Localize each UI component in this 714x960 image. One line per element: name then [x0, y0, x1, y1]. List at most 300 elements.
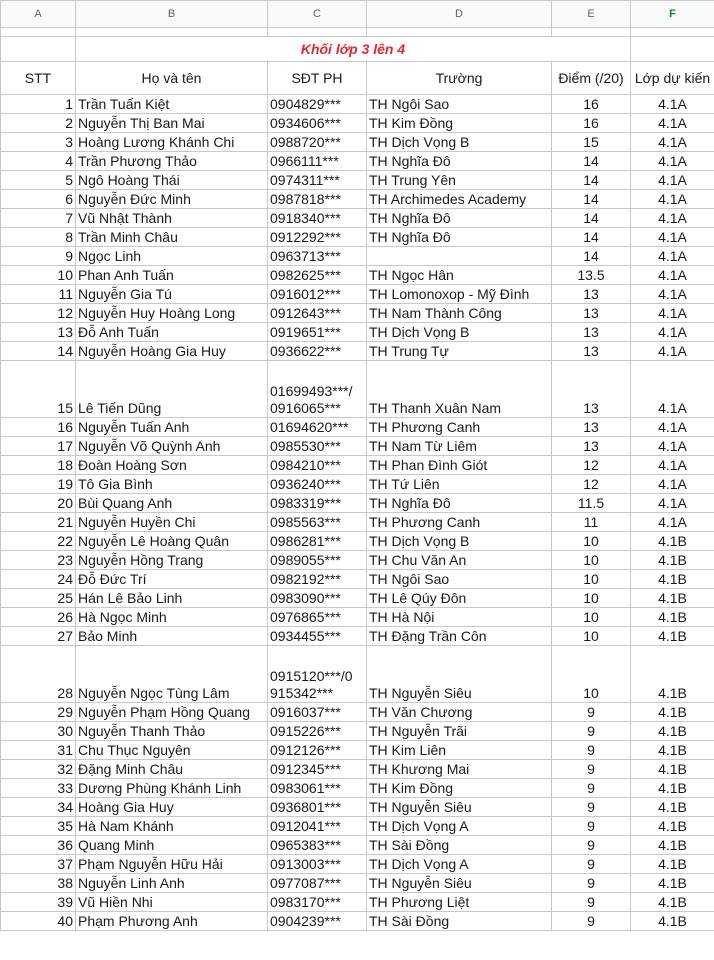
cell-stt[interactable]: 26 — [1, 608, 76, 627]
cell[interactable] — [367, 28, 552, 37]
cell-name[interactable]: Vũ Hiền Nhi — [76, 893, 268, 912]
cell-name[interactable]: Hán Lê Bảo Linh — [76, 589, 268, 608]
cell-name[interactable]: Nguyễn Tuấn Anh — [76, 418, 268, 437]
cell-class[interactable]: 4.1A — [631, 304, 714, 323]
cell-class[interactable]: 4.1B — [631, 627, 714, 646]
cell-stt[interactable]: 13 — [1, 323, 76, 342]
column-letter-d[interactable]: D — [367, 1, 552, 28]
cell-school[interactable]: TH Thanh Xuân Nam — [367, 361, 552, 418]
cell-class[interactable]: 4.1B — [631, 570, 714, 589]
cell-phone[interactable]: 0936622*** — [268, 342, 367, 361]
cell-school[interactable]: TH Trung Tự — [367, 342, 552, 361]
cell-stt[interactable]: 27 — [1, 627, 76, 646]
cell-name[interactable]: Đoàn Hoàng Sơn — [76, 456, 268, 475]
cell-phone[interactable]: 0916037*** — [268, 703, 367, 722]
cell-score[interactable]: 10 — [552, 608, 631, 627]
cell-school[interactable]: TH Nguyễn Siêu — [367, 798, 552, 817]
cell-phone[interactable]: 0983061*** — [268, 779, 367, 798]
cell-school[interactable]: TH Phương Canh — [367, 513, 552, 532]
cell-class[interactable]: 4.1B — [631, 532, 714, 551]
cell-stt[interactable]: 4 — [1, 152, 76, 171]
table-row — [1, 437, 714, 456]
cell-score[interactable]: 14 — [552, 171, 631, 190]
cell-school[interactable]: TH Dịch Vọng B — [367, 133, 552, 152]
cell-score[interactable]: 14 — [552, 152, 631, 171]
cell-phone[interactable]: 0934455*** — [268, 627, 367, 646]
cell-stt[interactable]: 2 — [1, 114, 76, 133]
cell-class[interactable]: 4.1A — [631, 133, 714, 152]
cell-stt[interactable]: 24 — [1, 570, 76, 589]
cell-score[interactable]: 14 — [552, 209, 631, 228]
cell-school[interactable]: TH Phan Đình Giót — [367, 456, 552, 475]
cell-stt[interactable]: 25 — [1, 589, 76, 608]
cell-class[interactable]: 4.1A — [631, 513, 714, 532]
cell-school[interactable]: TH Dịch Vọng A — [367, 855, 552, 874]
cell-phone[interactable]: 0915120***/0 915342*** — [268, 646, 367, 703]
cell[interactable] — [552, 28, 631, 37]
cell-school[interactable]: TH Kim Liên — [367, 741, 552, 760]
column-letter-c[interactable]: C — [268, 1, 367, 28]
cell-name[interactable]: Hoàng Gia Huy — [76, 798, 268, 817]
cell-stt[interactable]: 14 — [1, 342, 76, 361]
table-row — [1, 266, 714, 285]
cell-score[interactable]: 13 — [552, 323, 631, 342]
cell-stt[interactable]: 20 — [1, 494, 76, 513]
table-row — [1, 171, 714, 190]
table-row — [1, 646, 714, 703]
header-name[interactable]: Họ và tên — [76, 62, 268, 95]
cell-name[interactable]: Tô Gia Bình — [76, 475, 268, 494]
cell-school[interactable]: TH Nghĩa Đô — [367, 228, 552, 247]
cell-stt[interactable]: 35 — [1, 817, 76, 836]
cell-score[interactable]: 9 — [552, 703, 631, 722]
table-row — [1, 418, 714, 437]
cell-stt[interactable]: 3 — [1, 133, 76, 152]
cell-name[interactable]: Hoàng Lương Khánh Chi — [76, 133, 268, 152]
cell-class[interactable]: 4.1A — [631, 152, 714, 171]
cell-school[interactable]: TH Hà Nội — [367, 608, 552, 627]
table-row — [1, 912, 714, 931]
cell-school[interactable]: TH Trung Yên — [367, 171, 552, 190]
table-row — [1, 190, 714, 209]
cell-name[interactable]: Hà Ngọc Minh — [76, 608, 268, 627]
cell-class[interactable]: 4.1A — [631, 437, 714, 456]
cell-name[interactable]: Đỗ Đức Trí — [76, 570, 268, 589]
cell-name[interactable]: Ngọc Linh — [76, 247, 268, 266]
cell-stt[interactable]: 12 — [1, 304, 76, 323]
cell-name[interactable]: Vũ Nhật Thành — [76, 209, 268, 228]
table-row — [1, 114, 714, 133]
cell-stt[interactable]: 40 — [1, 912, 76, 931]
table-row — [1, 247, 714, 266]
table-row — [1, 760, 714, 779]
cell-name[interactable]: Nguyễn Huy Hoàng Long — [76, 304, 268, 323]
cell-phone[interactable]: 01694620*** — [268, 418, 367, 437]
cell-stt[interactable]: 30 — [1, 722, 76, 741]
cell-name[interactable]: Nguyễn Hoàng Gia Huy — [76, 342, 268, 361]
cell-phone[interactable]: 0986281*** — [268, 532, 367, 551]
cell-school[interactable]: TH Kim Đồng — [367, 114, 552, 133]
cell-class[interactable]: 4.1B — [631, 589, 714, 608]
cell[interactable] — [1, 37, 76, 62]
cell-score[interactable]: 13 — [552, 418, 631, 437]
cell-name[interactable]: Hà Nam Khánh — [76, 817, 268, 836]
table-row — [1, 551, 714, 570]
cell-phone[interactable]: 0984210*** — [268, 456, 367, 475]
cell-phone[interactable]: 0912292*** — [268, 228, 367, 247]
cell-class[interactable]: 4.1B — [631, 646, 714, 703]
cell-stt[interactable]: 23 — [1, 551, 76, 570]
cell-class[interactable]: 4.1A — [631, 114, 714, 133]
table-row — [1, 608, 714, 627]
cell-score[interactable]: 9 — [552, 836, 631, 855]
cell-class[interactable]: 4.1B — [631, 855, 714, 874]
cell-score[interactable]: 9 — [552, 741, 631, 760]
cell-name[interactable]: Nguyễn Gia Tú — [76, 285, 268, 304]
table-row — [1, 570, 714, 589]
cell-phone[interactable]: 0904829*** — [268, 95, 367, 114]
cell-phone[interactable]: 0983090*** — [268, 589, 367, 608]
cell-phone[interactable]: 0912041*** — [268, 817, 367, 836]
cell-score[interactable]: 13 — [552, 437, 631, 456]
table-row — [1, 836, 714, 855]
cell-stt[interactable]: 29 — [1, 703, 76, 722]
cell-score[interactable]: 16 — [552, 114, 631, 133]
cell-name[interactable]: Trần Minh Châu — [76, 228, 268, 247]
cell-school[interactable]: TH Nguyễn Trãi — [367, 722, 552, 741]
table-row — [1, 323, 714, 342]
table-header-row — [1, 62, 714, 95]
cell-school[interactable]: TH Văn Chương — [367, 703, 552, 722]
cell-class[interactable]: 4.1A — [631, 209, 714, 228]
cell-class[interactable]: 4.1A — [631, 266, 714, 285]
cell-name[interactable]: Đỗ Anh Tuấn — [76, 323, 268, 342]
cell-stt[interactable]: 28 — [1, 646, 76, 703]
cell-name[interactable]: Đặng Minh Châu — [76, 760, 268, 779]
cell-name[interactable]: Bùi Quang Anh — [76, 494, 268, 513]
cell-school[interactable]: TH Nam Thành Công — [367, 304, 552, 323]
cell-phone[interactable]: 0934606*** — [268, 114, 367, 133]
cell-school[interactable]: TH Archimedes Academy — [367, 190, 552, 209]
cell-phone[interactable]: 0912345*** — [268, 760, 367, 779]
cell-stt[interactable]: 6 — [1, 190, 76, 209]
cell-school[interactable]: TH Phương Canh — [367, 418, 552, 437]
table-row — [1, 703, 714, 722]
cell-score[interactable]: 10 — [552, 570, 631, 589]
cell-phone[interactable]: 0936240*** — [268, 475, 367, 494]
cell-class[interactable]: 4.1A — [631, 494, 714, 513]
cell-phone[interactable]: 0989055*** — [268, 551, 367, 570]
cell-school[interactable]: TH Nghĩa Đô — [367, 209, 552, 228]
cell-class[interactable]: 4.1B — [631, 608, 714, 627]
cell-score[interactable]: 12 — [552, 475, 631, 494]
column-letter-e[interactable]: E — [552, 1, 631, 28]
blank-row — [1, 28, 714, 37]
cell-name[interactable]: Nguyễn Đức Minh — [76, 190, 268, 209]
cell-phone[interactable]: 0982625*** — [268, 266, 367, 285]
cell-score[interactable]: 10 — [552, 589, 631, 608]
cell-school[interactable]: TH Phương Liệt — [367, 893, 552, 912]
table-row — [1, 209, 714, 228]
cell-class[interactable]: 4.1B — [631, 760, 714, 779]
cell-name[interactable]: Lê Tiến Dũng — [76, 361, 268, 418]
cell-score[interactable]: 14 — [552, 247, 631, 266]
cell-name[interactable]: Nguyễn Ngọc Tùng Lâm — [76, 646, 268, 703]
cell-stt[interactable]: 39 — [1, 893, 76, 912]
cell-class[interactable]: 4.1A — [631, 171, 714, 190]
cell-phone[interactable]: 0919651*** — [268, 323, 367, 342]
header-phone[interactable]: SĐT PH — [268, 62, 367, 95]
cell-score[interactable]: 9 — [552, 798, 631, 817]
table-row — [1, 475, 714, 494]
cell-phone[interactable]: 0912643*** — [268, 304, 367, 323]
cell-stt[interactable]: 31 — [1, 741, 76, 760]
cell-score[interactable]: 16 — [552, 95, 631, 114]
cell-class[interactable]: 4.1A — [631, 285, 714, 304]
cell-phone[interactable]: 0913003*** — [268, 855, 367, 874]
cell-score[interactable]: 14 — [552, 190, 631, 209]
cell-school[interactable]: TH Sài Đồng — [367, 836, 552, 855]
cell-phone[interactable]: 0985530*** — [268, 437, 367, 456]
cell-school[interactable] — [367, 247, 552, 266]
cell-stt[interactable]: 21 — [1, 513, 76, 532]
table-row — [1, 361, 714, 418]
cell-stt[interactable]: 37 — [1, 855, 76, 874]
table-row — [1, 152, 714, 171]
cell-school[interactable]: TH Nghĩa Đô — [367, 494, 552, 513]
cell-phone[interactable]: 0987818*** — [268, 190, 367, 209]
cell-stt[interactable]: 22 — [1, 532, 76, 551]
cell-name[interactable]: Dương Phùng Khánh Linh — [76, 779, 268, 798]
cell-score[interactable]: 9 — [552, 760, 631, 779]
cell-stt[interactable]: 33 — [1, 779, 76, 798]
cell-score[interactable]: 9 — [552, 817, 631, 836]
cell-school[interactable]: TH Dịch Vọng A — [367, 817, 552, 836]
cell-name[interactable]: Nguyễn Thị Ban Mai — [76, 114, 268, 133]
table-row — [1, 893, 714, 912]
cell-school[interactable]: TH Nghĩa Đô — [367, 152, 552, 171]
cell-school[interactable]: TH Dịch Vọng B — [367, 532, 552, 551]
table-row — [1, 513, 714, 532]
cell-name[interactable]: Trần Tuấn Kiệt — [76, 95, 268, 114]
cell-phone[interactable]: 0965383*** — [268, 836, 367, 855]
cell-phone[interactable]: 0982192*** — [268, 570, 367, 589]
cell-school[interactable]: TH Ngôi Sao — [367, 95, 552, 114]
cell-phone[interactable]: 0963713*** — [268, 247, 367, 266]
cell-school[interactable]: TH Nguyễn Siêu — [367, 874, 552, 893]
cell-name[interactable]: Nguyễn Thanh Thảo — [76, 722, 268, 741]
cell-school[interactable]: TH Sài Đồng — [367, 912, 552, 931]
cell-score[interactable]: 9 — [552, 722, 631, 741]
title-row — [1, 37, 714, 62]
cell-phone[interactable]: 0966111*** — [268, 152, 367, 171]
cell-class[interactable]: 4.1A — [631, 342, 714, 361]
cell-name[interactable]: Nguyễn Hồng Trang — [76, 551, 268, 570]
header-class[interactable]: Lớp dự kiến — [631, 62, 714, 95]
cell-stt[interactable]: 9 — [1, 247, 76, 266]
table-row — [1, 133, 714, 152]
cell-school[interactable]: TH Chu Văn An — [367, 551, 552, 570]
cell-phone[interactable]: 0912126*** — [268, 741, 367, 760]
cell-school[interactable]: TH Đặng Trần Côn — [367, 627, 552, 646]
table-row — [1, 627, 714, 646]
table-row — [1, 228, 714, 247]
table-row — [1, 798, 714, 817]
cell-school[interactable]: TH Lomonoxop - Mỹ Đình — [367, 285, 552, 304]
cell-score[interactable]: 13 — [552, 342, 631, 361]
cell-school[interactable]: TH Tứ Liên — [367, 475, 552, 494]
cell-score[interactable]: 10 — [552, 646, 631, 703]
cell-score[interactable]: 9 — [552, 855, 631, 874]
cell[interactable] — [76, 28, 268, 37]
table-row — [1, 817, 714, 836]
cell-stt[interactable]: 34 — [1, 798, 76, 817]
cell-class[interactable]: 4.1A — [631, 361, 714, 418]
cell-class[interactable]: 4.1B — [631, 817, 714, 836]
cell-name[interactable]: Quang Minh — [76, 836, 268, 855]
cell-name[interactable]: Phạm Nguyễn Hữu Hải — [76, 855, 268, 874]
cell[interactable] — [1, 28, 76, 37]
cell-name[interactable]: Ngô Hoàng Thái — [76, 171, 268, 190]
cell-score[interactable]: 12 — [552, 456, 631, 475]
cell-stt[interactable]: 19 — [1, 475, 76, 494]
cell-stt[interactable]: 16 — [1, 418, 76, 437]
cell-phone[interactable]: 0916012*** — [268, 285, 367, 304]
cell-school[interactable]: TH Dịch Vọng B — [367, 323, 552, 342]
cell-name[interactable]: Nguyễn Phạm Hồng Quang — [76, 703, 268, 722]
header-score[interactable]: Điểm (/20) — [552, 62, 631, 95]
cell-score[interactable]: 10 — [552, 627, 631, 646]
cell-score[interactable]: 11.5 — [552, 494, 631, 513]
cell-phone[interactable]: 0976865*** — [268, 608, 367, 627]
cell-name[interactable]: Bảo Minh — [76, 627, 268, 646]
table-row — [1, 494, 714, 513]
cell-phone[interactable]: 0985563*** — [268, 513, 367, 532]
column-letter-f[interactable]: F — [631, 1, 714, 28]
cell-stt[interactable]: 11 — [1, 285, 76, 304]
column-letter-a[interactable]: A — [1, 1, 76, 28]
cell-class[interactable]: 4.1A — [631, 228, 714, 247]
cell-school[interactable]: TH Khương Mai — [367, 760, 552, 779]
cell-stt[interactable]: 15 — [1, 361, 76, 418]
cell-phone[interactable]: 0988720*** — [268, 133, 367, 152]
cell[interactable] — [631, 37, 714, 62]
cell-class[interactable]: 4.1B — [631, 874, 714, 893]
cell-stt[interactable]: 1 — [1, 95, 76, 114]
cell-class[interactable]: 4.1B — [631, 551, 714, 570]
table-row — [1, 589, 714, 608]
cell-score[interactable]: 9 — [552, 893, 631, 912]
cell-school[interactable]: TH Nam Từ Liêm — [367, 437, 552, 456]
cell-score[interactable]: 13 — [552, 304, 631, 323]
cell-class[interactable]: 4.1B — [631, 798, 714, 817]
cell-phone[interactable]: 0918340*** — [268, 209, 367, 228]
header-school[interactable]: Trường — [367, 62, 552, 95]
cell-name[interactable]: Nguyễn Võ Quỳnh Anh — [76, 437, 268, 456]
cell-class[interactable]: 4.1B — [631, 912, 714, 931]
cell-class[interactable]: 4.1B — [631, 779, 714, 798]
cell-score[interactable]: 10 — [552, 551, 631, 570]
table-row — [1, 285, 714, 304]
cell-score[interactable]: 13 — [552, 285, 631, 304]
cell-stt[interactable]: 32 — [1, 760, 76, 779]
cell-phone[interactable]: 01699493***/ 0916065*** — [268, 361, 367, 418]
table-row — [1, 95, 714, 114]
cell-class[interactable]: 4.1A — [631, 475, 714, 494]
cell-stt[interactable]: 7 — [1, 209, 76, 228]
cell-name[interactable]: Nguyễn Lê Hoàng Quân — [76, 532, 268, 551]
cell-stt[interactable]: 36 — [1, 836, 76, 855]
cell-name[interactable]: Phan Anh Tuấn — [76, 266, 268, 285]
cell-phone[interactable]: 0977087*** — [268, 874, 367, 893]
cell-school[interactable]: TH Lê Qúy Đôn — [367, 589, 552, 608]
cell-class[interactable]: 4.1A — [631, 247, 714, 266]
cell-phone[interactable]: 0974311*** — [268, 171, 367, 190]
cell-score[interactable]: 9 — [552, 779, 631, 798]
cell[interactable] — [268, 28, 367, 37]
cell-score[interactable]: 13 — [552, 361, 631, 418]
cell-class[interactable]: 4.1A — [631, 190, 714, 209]
cell-score[interactable]: 9 — [552, 912, 631, 931]
cell-score[interactable]: 9 — [552, 874, 631, 893]
cell-class[interactable]: 4.1B — [631, 893, 714, 912]
cell-class[interactable]: 4.1A — [631, 323, 714, 342]
cell-phone[interactable]: 0983319*** — [268, 494, 367, 513]
sheet-title[interactable]: Khối lớp 3 lên 4 — [76, 37, 631, 62]
cell-score[interactable]: 14 — [552, 228, 631, 247]
column-letter-b[interactable]: B — [76, 1, 268, 28]
table-row — [1, 779, 714, 798]
table-row — [1, 456, 714, 475]
cell-score[interactable]: 15 — [552, 133, 631, 152]
table-row — [1, 741, 714, 760]
cell[interactable] — [631, 28, 714, 37]
cell-name[interactable]: Phạm Phương Anh — [76, 912, 268, 931]
cell-stt[interactable]: 8 — [1, 228, 76, 247]
cell-class[interactable]: 4.1B — [631, 703, 714, 722]
table-row — [1, 722, 714, 741]
cell-name[interactable]: Nguyễn Linh Anh — [76, 874, 268, 893]
cell-score[interactable]: 11 — [552, 513, 631, 532]
cell-name[interactable]: Nguyễn Huyền Chi — [76, 513, 268, 532]
cell-phone[interactable]: 0936801*** — [268, 798, 367, 817]
cell-class[interactable]: 4.1A — [631, 456, 714, 475]
cell-class[interactable]: 4.1B — [631, 722, 714, 741]
cell-school[interactable]: TH Ngọc Hân — [367, 266, 552, 285]
header-stt[interactable]: STT — [1, 62, 76, 95]
cell-stt[interactable]: 38 — [1, 874, 76, 893]
cell-phone[interactable]: 0915226*** — [268, 722, 367, 741]
cell-school[interactable]: TH Ngôi Sao — [367, 570, 552, 589]
cell-class[interactable]: 4.1B — [631, 836, 714, 855]
table-row — [1, 532, 714, 551]
cell-phone[interactable]: 0983170*** — [268, 893, 367, 912]
cell-name[interactable]: Chu Thục Nguyên — [76, 741, 268, 760]
cell-class[interactable]: 4.1A — [631, 418, 714, 437]
cell-score[interactable]: 10 — [552, 532, 631, 551]
cell-stt[interactable]: 5 — [1, 171, 76, 190]
cell-name[interactable]: Trần Phương Thảo — [76, 152, 268, 171]
cell-score[interactable]: 13.5 — [552, 266, 631, 285]
cell-stt[interactable]: 18 — [1, 456, 76, 475]
cell-class[interactable]: 4.1B — [631, 741, 714, 760]
cell-school[interactable]: TH Kim Đồng — [367, 779, 552, 798]
cell-school[interactable]: TH Nguyễn Siêu — [367, 646, 552, 703]
cell-phone[interactable]: 0904239*** — [268, 912, 367, 931]
cell-class[interactable]: 4.1A — [631, 95, 714, 114]
cell-stt[interactable]: 17 — [1, 437, 76, 456]
cell-stt[interactable]: 10 — [1, 266, 76, 285]
